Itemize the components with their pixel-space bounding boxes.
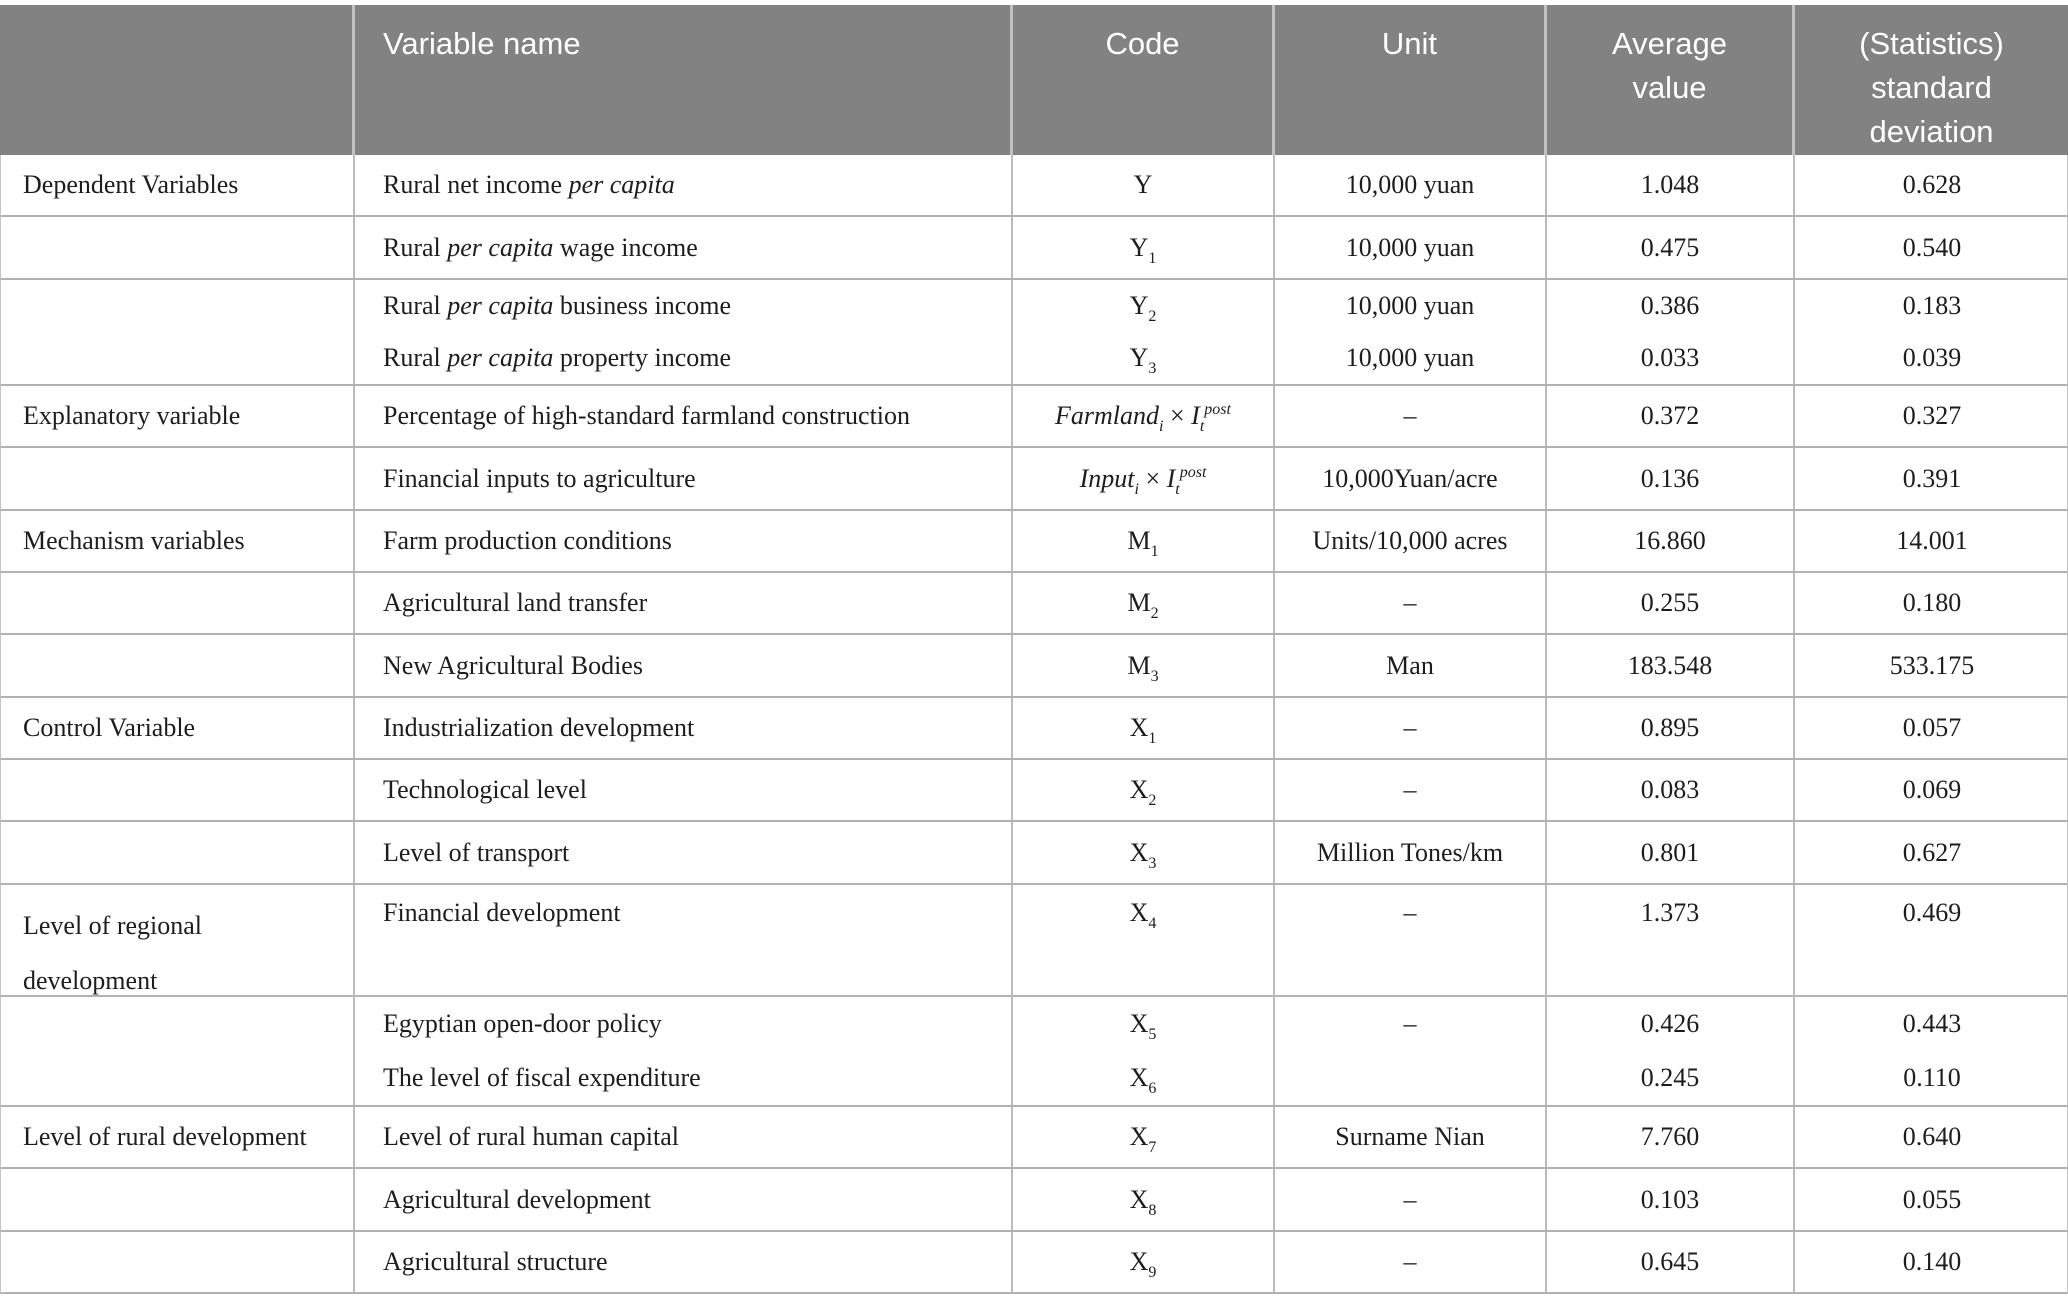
unit-cell [1273,448,1545,509]
average-value-cell [1545,448,1793,509]
code-cell [1011,822,1273,883]
variable-name-text: Percentage of high-standard farmland construction [383,401,911,430]
average-value-text: 0.386 [1640,291,1700,320]
table-row [0,885,2068,997]
code-text: Farmland$_i$ × $I_t^{post}$ [1055,401,1231,435]
std-deviation-text: 0.180 [1902,588,1962,617]
variable-name-text: Financial inputs to agriculture [383,463,696,493]
category-cell [1,448,353,509]
unit-cell [1273,155,1545,215]
variable-name-cell [353,155,1011,215]
unit-text: Man [1386,650,1434,680]
average-value-text: 0.255 [1640,588,1700,617]
average-value-cell [1545,997,1793,1105]
variable-name-cell [353,760,1011,820]
category-cell [1,822,353,883]
std-deviation-text: 0.069 [1902,775,1962,804]
unit-text: 10,000 yuan [1345,291,1475,320]
std-deviation-cell [1793,155,2068,215]
code-cell [1011,1169,1273,1230]
unit-text: 10,000 yuan [1345,170,1475,199]
code-text: $M_3$ [1127,650,1159,685]
average-value-text: 0.083 [1640,775,1700,804]
table-row [0,155,2068,217]
unit-text: – [1403,713,1417,742]
category-cell [1,635,353,696]
std-deviation-cell [1793,1232,2068,1292]
variable-name-text: Industrialization development [383,713,695,742]
average-value-text: 0.475 [1640,232,1700,262]
code-text: $M_1$ [1127,526,1159,560]
std-deviation-text: 14.001 [1896,526,1968,555]
code-text: $X_6$ [1129,1063,1157,1097]
std-deviation-cell [1793,386,2068,446]
unit-cell [1273,698,1545,758]
average-value-cell [1545,1232,1793,1292]
category-cell [1,1232,353,1292]
std-deviation-cell [1793,280,2068,384]
std-deviation-text: 0.391 [1902,463,1962,493]
code-cell [1011,635,1273,696]
unit-text: – [1403,775,1417,804]
average-value-text: 183.548 [1627,650,1713,680]
code-text: $Y_2$ [1129,291,1157,325]
header-label-line: Code [1105,26,1180,61]
unit-text: – [1403,1247,1417,1276]
variable-name-cell [353,1232,1011,1292]
code-cell [1011,155,1273,215]
summary-statistics-table [0,5,2068,1294]
std-deviation-cell [1793,635,2068,696]
category-cell [1,217,353,278]
column-header-category [0,5,352,155]
unit-text: Surname Nian [1335,1122,1485,1151]
unit-text: – [1403,1009,1417,1038]
average-value-text: 0.895 [1640,713,1700,742]
average-value-text: 0.033 [1640,343,1700,372]
std-deviation-cell [1793,573,2068,633]
table-row [0,217,2068,280]
code-text: $M_2$ [1127,588,1159,622]
variable-name-text: Financial development [383,898,621,927]
average-value-text: 0.103 [1640,1184,1700,1214]
table-row [0,511,2068,573]
column-header-average-value [1544,5,1792,155]
table-row [0,822,2068,885]
code-cell [1011,386,1273,446]
column-header-unit [1272,5,1544,155]
unit-text: – [1403,1184,1417,1214]
average-value-text: 0.136 [1640,463,1700,493]
variable-name-text: Rural per capita wage income [383,232,698,262]
std-deviation-cell [1793,511,2068,571]
category-cell [1,573,353,633]
unit-cell [1273,511,1545,571]
code-cell [1011,997,1273,1105]
category-label: Explanatory variable [23,401,241,430]
variable-name-text: Rural per capita business income [383,291,732,320]
average-value-cell [1545,573,1793,633]
table-row [0,760,2068,822]
unit-cell [1273,573,1545,633]
table-body [0,155,2068,1294]
variable-name-text: Level of transport [383,837,570,867]
unit-text: – [1403,588,1417,617]
unit-text: 10,000Yuan/acre [1322,463,1498,493]
header-label-line: deviation [1869,114,1994,150]
table-row [0,280,2068,386]
variable-name-text: The level of fiscal expenditure [383,1063,701,1092]
code-text: $X_3$ [1129,837,1157,872]
category-cell [1,155,353,215]
average-value-cell [1545,760,1793,820]
std-deviation-cell [1793,1169,2068,1230]
category-cell [1,511,353,571]
code-cell [1011,698,1273,758]
table-row [0,635,2068,698]
variable-name-cell [353,1107,1011,1167]
header-label-line: (Statistics) [1859,26,2004,61]
unit-cell [1273,997,1545,1105]
unit-cell [1273,822,1545,883]
std-deviation-text: 533.175 [1889,650,1975,680]
average-value-cell [1545,511,1793,571]
std-deviation-text: 0.057 [1902,713,1962,742]
unit-cell [1273,635,1545,696]
variable-name-cell [353,635,1011,696]
std-deviation-cell [1793,448,2068,509]
variable-name-cell [353,217,1011,278]
std-deviation-cell [1793,217,2068,278]
column-header-code [1010,5,1272,155]
code-cell [1011,573,1273,633]
average-value-text: 0.245 [1640,1063,1700,1092]
average-value-cell [1545,885,1793,1008]
category-cell [1,1107,353,1167]
category-label: development [23,966,158,996]
std-deviation-text: 0.628 [1902,170,1962,199]
std-deviation-cell [1793,1107,2068,1167]
unit-cell [1273,885,1545,1008]
table-row [0,448,2068,511]
std-deviation-text: 0.327 [1902,401,1962,430]
variable-name-text: Technological level [383,775,587,804]
column-header-variable-name [352,5,1010,155]
unit-text: 10,000 yuan [1345,343,1475,372]
table-row [0,997,2068,1107]
average-value-text: 0.801 [1640,837,1700,867]
std-deviation-text: 0.140 [1902,1247,1962,1276]
header-label-line: Average [1612,26,1727,61]
average-value-cell [1545,822,1793,883]
average-value-cell [1545,217,1793,278]
category-cell [1,760,353,820]
unit-cell [1273,386,1545,446]
variable-name-cell [353,997,1011,1105]
std-deviation-text: 0.640 [1902,1122,1962,1151]
category-label: Dependent Variables [23,170,239,199]
header-label-line: standard [1871,70,1992,106]
variable-name-text: Farm production conditions [383,526,672,555]
category-cell [1,698,353,758]
code-text: $Y_1$ [1129,232,1157,267]
table-row [0,1169,2068,1232]
unit-cell [1273,217,1545,278]
column-header-std-deviation [1792,5,2068,155]
header-label-line: Unit [1381,26,1438,61]
category-cell [1,1169,353,1230]
code-text: $X_5$ [1129,1009,1157,1043]
unit-text [1407,1063,1414,1093]
table-row [0,386,2068,448]
variable-name-text: Rural per capita property income [383,343,732,372]
average-value-cell [1545,155,1793,215]
std-deviation-text: 0.469 [1902,898,1962,927]
average-value-cell [1545,280,1793,384]
unit-cell [1273,1169,1545,1230]
average-value-text: 16.860 [1634,526,1706,555]
code-text: $X_2$ [1129,775,1157,809]
variable-name-text: Agricultural structure [383,1247,608,1276]
variable-name-cell [353,280,1011,384]
code-text: $X_4$ [1129,898,1157,932]
code-text: Y [1133,170,1153,199]
code-text: $X_8$ [1129,1184,1157,1219]
code-cell [1011,448,1273,509]
variable-name-text: Agricultural land transfer [383,588,648,617]
code-cell [1011,1107,1273,1167]
code-cell [1011,511,1273,571]
variable-name-text: Level of rural human capital [383,1122,679,1151]
variable-name-text: Egyptian open-door policy [383,1009,662,1038]
variable-name-text: Agricultural development [383,1184,651,1214]
std-deviation-text: 0.183 [1902,291,1962,320]
std-deviation-text: 0.055 [1902,1184,1962,1214]
unit-cell [1273,1107,1545,1167]
variable-name-cell [353,822,1011,883]
average-value-text: 1.048 [1640,170,1700,199]
category-cell [1,386,353,446]
variable-name-cell [353,698,1011,758]
variable-name-cell [353,885,1011,1008]
category-cell [1,997,353,1105]
unit-text: – [1403,401,1417,430]
std-deviation-cell [1793,698,2068,758]
variable-name-text: New Agricultural Bodies [383,650,643,680]
table-row [0,698,2068,760]
std-deviation-cell [1793,997,2068,1105]
std-deviation-cell [1793,822,2068,883]
code-cell [1011,885,1273,1008]
code-cell [1011,280,1273,384]
variable-name-cell [353,1169,1011,1230]
variable-name-cell [353,511,1011,571]
code-text: $X_1$ [1129,713,1157,747]
std-deviation-text: 0.540 [1902,232,1962,262]
unit-cell [1273,280,1545,384]
std-deviation-text: 0.627 [1902,837,1962,867]
average-value-text: 0.645 [1640,1247,1700,1276]
average-value-text: 7.760 [1640,1122,1700,1151]
category-label: Level of rural development [23,1122,307,1151]
variable-name-cell [353,448,1011,509]
average-value-cell [1545,698,1793,758]
std-deviation-cell [1793,885,2068,1008]
code-cell [1011,1232,1273,1292]
category-cell [1,885,353,1008]
average-value-text: 0.372 [1640,401,1700,430]
std-deviation-text: 0.443 [1902,1009,1962,1038]
table-header-row [0,5,2068,155]
code-text: Input$_i$ × $I_t^{post}$ [1079,463,1207,498]
code-text: $X_7$ [1129,1122,1157,1156]
average-value-cell [1545,635,1793,696]
category-label: Mechanism variables [23,526,245,555]
average-value-text: 0.426 [1640,1009,1700,1038]
header-label-line: Variable name [383,26,581,61]
variable-name-cell [353,386,1011,446]
average-value-cell [1545,1169,1793,1230]
category-label: Level of regional [23,911,203,940]
table-row [0,573,2068,635]
average-value-cell [1545,386,1793,446]
std-deviation-cell [1793,760,2068,820]
unit-text: Million Tones/km [1316,837,1504,867]
code-text: $X_9$ [1129,1247,1157,1281]
unit-cell [1273,760,1545,820]
std-deviation-text: 0.039 [1902,343,1962,372]
code-cell [1011,760,1273,820]
table-row [0,1107,2068,1169]
header-label-line: value [1632,70,1707,106]
category-label: Control Variable [23,713,196,742]
unit-cell [1273,1232,1545,1292]
category-cell [1,280,353,384]
average-value-cell [1545,1107,1793,1167]
variable-name-cell [353,573,1011,633]
average-value-text: 1.373 [1640,898,1700,927]
unit-text: Units/10,000 acres [1312,526,1508,555]
table-row [0,1232,2068,1294]
unit-text: 10,000 yuan [1345,232,1475,262]
unit-text: – [1403,898,1417,927]
variable-name-text: Rural net income per capita [383,170,675,199]
std-deviation-text: 0.110 [1903,1063,1961,1092]
code-text: $Y_3$ [1129,343,1157,377]
code-cell [1011,217,1273,278]
